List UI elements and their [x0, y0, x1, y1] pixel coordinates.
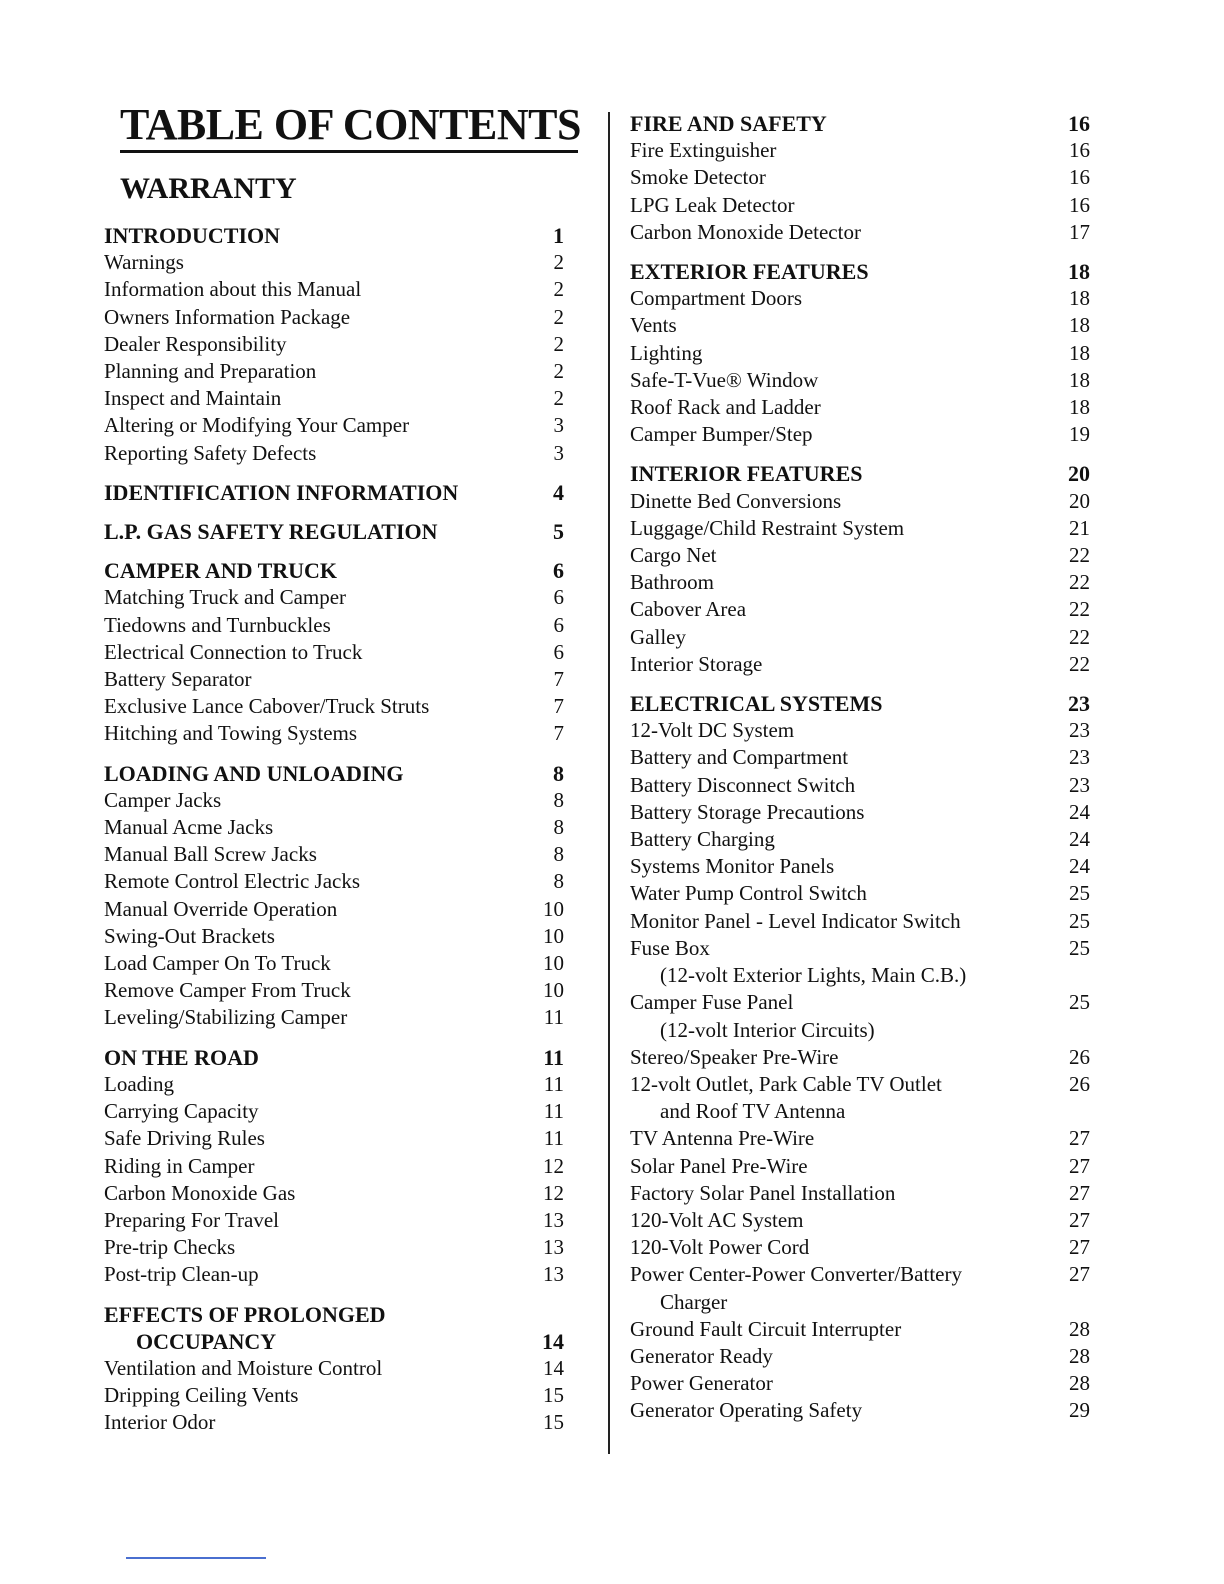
- toc-entry: Inspect and Maintain 2: [104, 386, 564, 411]
- section-heading: FIRE AND SAFETY 16: [630, 111, 1090, 136]
- toc-entry: Reporting Safety Defects 3: [104, 440, 564, 465]
- toc-entry: Galley 22: [630, 624, 1090, 649]
- section-prolonged-occupancy: [104, 1301, 564, 1437]
- toc-entry: Post-trip Clean-up 13: [104, 1262, 564, 1287]
- toc-entry: Loading 11: [104, 1071, 564, 1096]
- toc-entry: Pre-trip Checks 13: [104, 1235, 564, 1260]
- warranty-heading: WARRANTY: [120, 172, 297, 205]
- toc-left-column: [104, 222, 564, 1449]
- toc-entry: Battery Charging 24: [630, 827, 1090, 852]
- toc-entry: Carrying Capacity 11: [104, 1099, 564, 1124]
- section-electrical-systems: [630, 690, 1090, 1424]
- toc-entry: Camper Bumper/Step 19: [630, 422, 1090, 447]
- toc-entry: Power Center-Power Converter/Battery 27: [630, 1262, 1090, 1287]
- section-loading-unloading: [104, 760, 564, 1032]
- toc-entry: Preparing For Travel 13: [104, 1207, 564, 1232]
- toc-entry: Remove Camper From Truck 10: [104, 978, 564, 1003]
- toc-entry: Exclusive Lance Cabover/Truck Struts 7: [104, 694, 564, 719]
- toc-entry: Camper Fuse Panel 25: [630, 990, 1090, 1015]
- toc-entry: Carbon Monoxide Gas 12: [104, 1180, 564, 1205]
- toc-entry: 12-volt Outlet, Park Cable TV Outlet 26: [630, 1071, 1090, 1096]
- section-heading: EXTERIOR FEATURES 18: [630, 259, 1090, 285]
- toc-entry: Monitor Panel - Level Indicator Switch 25: [630, 908, 1090, 933]
- toc-entry: Stereo/Speaker Pre-Wire 26: [630, 1044, 1090, 1069]
- section-heading: INTRODUCTION 1: [104, 223, 564, 248]
- toc-entry: Dinette Bed Conversions 20: [630, 488, 1090, 513]
- toc-entry: Planning and Preparation 2: [104, 359, 564, 384]
- toc-entry: Power Generator 28: [630, 1371, 1090, 1396]
- section-exterior-features: [630, 258, 1090, 448]
- toc-entry: Battery Disconnect Switch 23: [630, 772, 1090, 797]
- toc-entry: Warnings 2: [104, 250, 564, 275]
- section-introduction: [104, 222, 564, 467]
- section-heading: IDENTIFICATION INFORMATION 4: [104, 479, 564, 505]
- toc-entry: Water Pump Control Switch 25: [630, 881, 1090, 906]
- toc-entry: Safe Driving Rules 11: [104, 1126, 564, 1151]
- toc-entry: 12-Volt DC System 23: [630, 718, 1090, 743]
- toc-entry: Manual Ball Screw Jacks 8: [104, 842, 564, 867]
- toc-entry: 120-Volt Power Cord 27: [630, 1235, 1090, 1260]
- toc-entry: Cargo Net 22: [630, 543, 1090, 568]
- section-heading: ON THE ROAD 11: [104, 1044, 564, 1070]
- toc-entry: Fire Extinguisher 16: [630, 138, 1090, 163]
- section-camper-and-truck: [104, 557, 564, 747]
- toc-entry: Ground Fault Circuit Interrupter 28: [630, 1316, 1090, 1341]
- section-heading-continued: OCCUPANCY 14: [136, 1328, 564, 1354]
- section-heading: ELECTRICAL SYSTEMS 23: [630, 691, 1090, 717]
- toc-entry: Camper Jacks 8: [104, 787, 564, 812]
- toc-entry: Factory Solar Panel Installation 27: [630, 1180, 1090, 1205]
- section-fire-safety: [630, 110, 1090, 246]
- toc-entry-continued: and Roof TV Antenna: [660, 1099, 846, 1124]
- toc-entry: Generator Ready 28: [630, 1343, 1090, 1368]
- toc-entry: Load Camper On To Truck 10: [104, 951, 564, 976]
- toc-entry: Systems Monitor Panels 24: [630, 854, 1090, 879]
- toc-entry: Remote Control Electric Jacks 8: [104, 869, 564, 894]
- page-title: TABLE OF CONTENTS: [120, 100, 578, 153]
- section-heading: L.P. GAS SAFETY REGULATION 5: [104, 519, 564, 545]
- toc-entry: 120-Volt AC System 27: [630, 1207, 1090, 1232]
- toc-entry: Carbon Monoxide Detector 17: [630, 219, 1090, 244]
- section-heading: INTERIOR FEATURES 20: [630, 461, 1090, 487]
- section-identification: [104, 479, 564, 506]
- toc-entry: Matching Truck and Camper 6: [104, 585, 564, 610]
- toc-right-column: [630, 110, 1090, 1437]
- toc-entry: Dripping Ceiling Vents 15: [104, 1383, 564, 1408]
- toc-entry: Interior Odor 15: [104, 1410, 564, 1435]
- toc-entry: Solar Panel Pre-Wire 27: [630, 1153, 1090, 1178]
- toc-entry: Manual Override Operation 10: [104, 896, 564, 921]
- toc-entry: Manual Acme Jacks 8: [104, 815, 564, 840]
- toc-entry: Information about this Manual 2: [104, 277, 564, 302]
- toc-entry: Hitching and Towing Systems 7: [104, 721, 564, 746]
- section-heading: EFFECTS OF PROLONGED: [104, 1301, 386, 1327]
- toc-entry: LPG Leak Detector 16: [630, 192, 1090, 217]
- footer-rule: [126, 1557, 266, 1559]
- toc-entry: Dealer Responsibility 2: [104, 331, 564, 356]
- toc-entry: Luggage/Child Restraint System 21: [630, 515, 1090, 540]
- toc-entry: Compartment Doors 18: [630, 286, 1090, 311]
- toc-entry: Altering or Modifying Your Camper 3: [104, 413, 564, 438]
- section-heading: LOADING AND UNLOADING 8: [104, 760, 564, 786]
- toc-entry-continued: (12-volt Interior Circuits): [660, 1017, 875, 1042]
- toc-entry-continued: Charger: [660, 1289, 728, 1314]
- toc-entry: TV Antenna Pre-Wire 27: [630, 1126, 1090, 1151]
- toc-entry: Interior Storage 22: [630, 651, 1090, 676]
- toc-entry: Owners Information Package 2: [104, 304, 564, 329]
- section-lp-gas: [104, 518, 564, 545]
- toc-entry: Leveling/Stabilizing Camper 11: [104, 1005, 564, 1030]
- toc-entry: Riding in Camper 12: [104, 1153, 564, 1178]
- column-divider: [608, 112, 610, 1454]
- toc-entry: Fuse Box 25: [630, 935, 1090, 960]
- toc-entry: Ventilation and Moisture Control 14: [104, 1355, 564, 1380]
- toc-entry: Smoke Detector 16: [630, 165, 1090, 190]
- toc-entry: Electrical Connection to Truck 6: [104, 639, 564, 664]
- toc-entry: Bathroom 22: [630, 570, 1090, 595]
- toc-entry: Battery Separator 7: [104, 667, 564, 692]
- section-interior-features: [630, 460, 1090, 678]
- toc-entry: Battery and Compartment 23: [630, 745, 1090, 770]
- toc-entry: Roof Rack and Ladder 18: [630, 395, 1090, 420]
- toc-entry: Battery Storage Precautions 24: [630, 799, 1090, 824]
- section-on-the-road: [104, 1044, 564, 1289]
- toc-entry: Cabover Area 22: [630, 597, 1090, 622]
- toc-entry: Vents 18: [630, 313, 1090, 338]
- toc-entry: Tiedowns and Turnbuckles 6: [104, 612, 564, 637]
- section-heading: CAMPER AND TRUCK 6: [104, 558, 564, 584]
- toc-entry: Safe-T-Vue® Window 18: [630, 367, 1090, 392]
- toc-entry: Generator Operating Safety 29: [630, 1398, 1090, 1423]
- toc-entry: Lighting 18: [630, 340, 1090, 365]
- toc-entry: Swing-Out Brackets 10: [104, 923, 564, 948]
- toc-entry-continued: (12-volt Exterior Lights, Main C.B.): [660, 963, 967, 988]
